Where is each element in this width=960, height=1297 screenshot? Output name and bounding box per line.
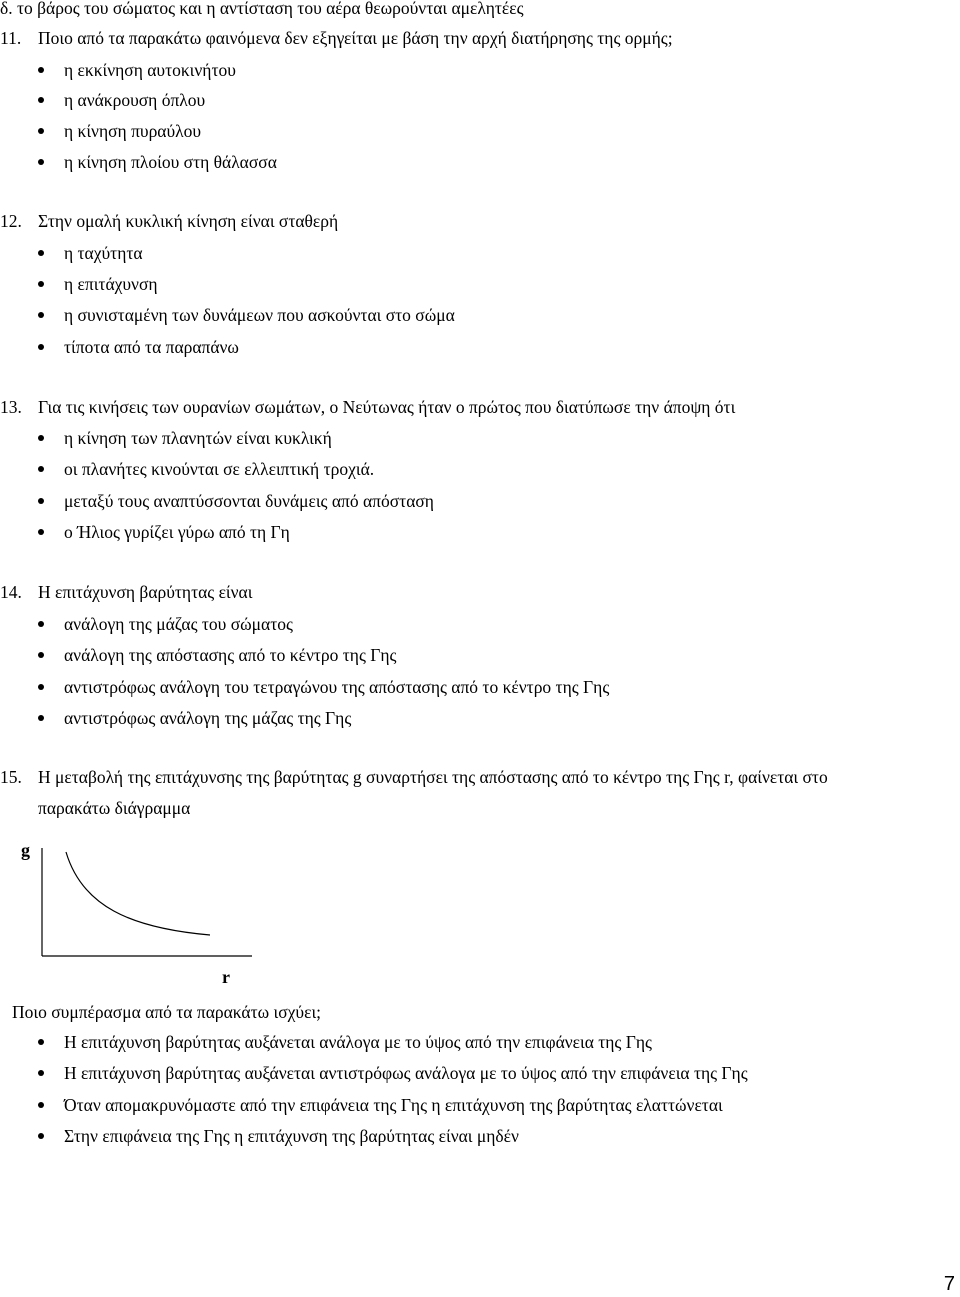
bullet-icon: [38, 529, 44, 535]
question-text: Για τις κινήσεις των ουρανίων σωμάτων, ο Νεύτωνας ήταν ο πρώτος που διατύπωσε την άποψη ότι: [38, 397, 736, 417]
previous-option-text: δ. το βάρος του σώματος και η αντίσταση του αέρα θεωρούνται αμελητέες: [0, 0, 524, 18]
bullet-icon: [38, 1133, 44, 1139]
question-15: 15. Η μεταβολή της επιτάχυνσης της βαρύτητας g συναρτήσει της απόστασης από το κέντρο της Γης r, φαίνεται στο παρακάτω διάγραμμα g r Ποιο συμπέρασμα από τα παρακάτω ισχύει; Η επιτάχυνση βαρύτητας αυξάνεται ανάλογα με το ύψος από την επιφάνεια της Γης Η επιτάχυνση βαρύτητας αυξάνεται αντιστρόφως ανάλογα με το ύψος από την επιφάνεια της Γης Όταν απομακρυνόμαστε από την επιφάνεια της Γης η επιτάχυνση της βαρύτητας ελαττώνεται Στην επιφάνεια της Γης η επιτάχυνση της βαρύτητας είναι μηδέν: [0, 767, 828, 1146]
question-text: Η επιτάχυνση βαρύτητας είναι: [38, 582, 253, 602]
question-text: Στην ομαλή κυκλική κίνηση είναι σταθερή: [38, 211, 339, 231]
x-axis-label: r: [222, 967, 230, 987]
decay-curve: [66, 852, 210, 935]
bullet-icon: [38, 715, 44, 721]
question-number: 13.: [0, 397, 22, 417]
y-axis-label: g: [21, 840, 30, 860]
bullet-icon: [38, 250, 44, 256]
conclusion-question: Ποιο συμπέρασμα από τα παρακάτω ισχύει;: [12, 1002, 322, 1022]
graph-svg: [0, 836, 300, 986]
bullet-icon: [38, 621, 44, 627]
bullet-icon: [38, 159, 44, 165]
bullet-icon: [38, 1039, 44, 1045]
bullet-icon: [38, 312, 44, 318]
question-13: 13. Για τις κινήσεις των ουρανίων σωμάτων, ο Νεύτωνας ήταν ο πρώτος που διατύπωσε την άποψη ότι η κίνηση των πλανητών είναι κυκλική οι πλανήτες κινούνται σε ελλειπτική τροχιά. μεταξύ τους αναπτύσσονται δυνάμεις από απόσταση ο Ήλιος γυρίζει γύρω από τη Γη: [0, 397, 736, 542]
page-number: 7: [943, 1273, 955, 1295]
question-14: 14. Η επιτάχυνση βαρύτητας είναι ανάλογη της μάζας του σώματος ανάλογη της απόστασης από το κέντρο της Γης αντιστρόφως ανάλογη του τετραγώνου της απόστασης από το κέντρο της Γης αντιστρόφως ανάλογη της μάζας της Γης: [0, 582, 610, 728]
bullet-icon: [38, 1102, 44, 1108]
bullet-icon: [38, 281, 44, 287]
question-number: 15.: [0, 767, 22, 787]
bullet-icon: [38, 128, 44, 134]
bullet-icon: [38, 498, 44, 504]
question-11: 11. Ποιο από τα παρακάτω φαινόμενα δεν εξηγείται με βάση την αρχή διατήρησης της ορμής; η εκκίνηση αυτοκινήτου η ανάκρουση όπλου η κίνηση πυραύλου η κίνηση πλοίου στη θάλασσα: [0, 28, 673, 172]
question-number: 14.: [0, 582, 22, 602]
question-number: 11.: [0, 28, 22, 48]
bullet-icon: [38, 684, 44, 690]
bullet-icon: [38, 652, 44, 658]
bullet-icon: [38, 435, 44, 441]
question-text-line2: παρακάτω διάγραμμα: [38, 798, 191, 818]
question-12: 12. Στην ομαλή κυκλική κίνηση είναι σταθερή η ταχύτητα η επιτάχυνση η συνισταμένη των δυνάμεων που ασκούνται στο σώμα τίποτα από τα παραπάνω: [0, 211, 455, 357]
bullet-icon: [38, 67, 44, 73]
bullet-icon: [38, 466, 44, 472]
question-number: 12.: [0, 211, 22, 231]
bullet-icon: [38, 344, 44, 350]
question-text-line1: Η μεταβολή της επιτάχυνσης της βαρύτητας g συναρτήσει της απόστασης από το κέντρο της Γης r, φαίνεται στο: [38, 767, 828, 787]
question-text: Ποιο από τα παρακάτω φαινόμενα δεν εξηγείται με βάση την αρχή διατήρησης της ορμής;: [38, 28, 673, 48]
g-vs-r-graph: [0, 836, 300, 986]
bullet-icon: [38, 1070, 44, 1076]
bullet-icon: [38, 97, 44, 103]
